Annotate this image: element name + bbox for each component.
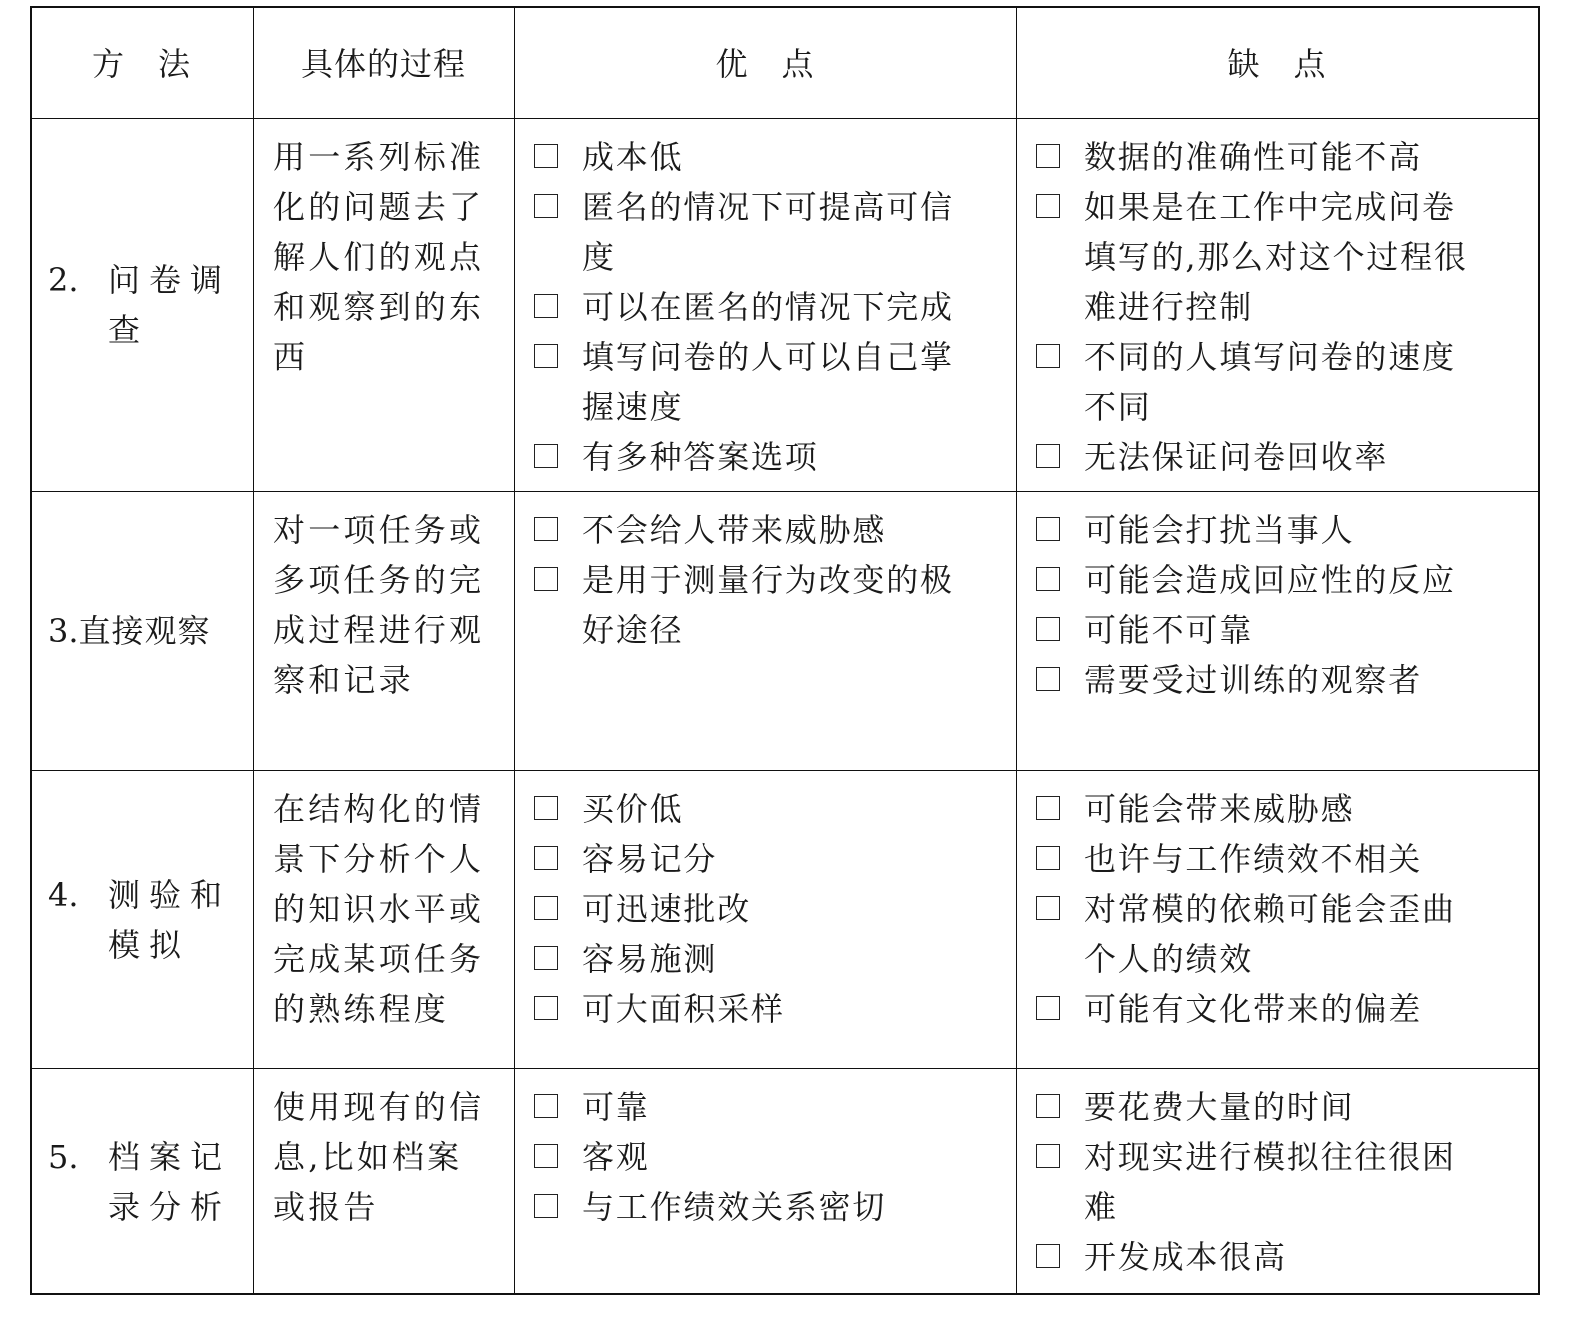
- process-line: 多项任务的完: [273, 561, 485, 599]
- header-process: 具体的过程: [300, 45, 466, 83]
- process-line: 解人们的观点: [273, 238, 485, 276]
- process-line: 对一项任务或: [273, 511, 485, 549]
- con-item-text: 难: [1084, 1188, 1118, 1226]
- process-line: 完成某项任务: [273, 940, 485, 978]
- pro-item-text: 容易施测: [582, 940, 718, 978]
- con-item-text: 难进行控制: [1084, 288, 1254, 326]
- checkbox-square-icon: [534, 444, 558, 468]
- con-item-text: 也许与工作绩效不相关: [1084, 840, 1423, 878]
- methods-table: [30, 6, 1538, 1293]
- process-line: 化的问题去了: [273, 188, 485, 226]
- pro-item-text: 成本低: [582, 138, 684, 176]
- con-item-text: 对现实进行模拟往往很困: [1084, 1138, 1456, 1176]
- con-item-text: 不同: [1084, 388, 1152, 426]
- checkbox-square-icon: [1036, 617, 1060, 641]
- pro-item-text: 买价低: [582, 790, 684, 828]
- column-divider: [1016, 6, 1017, 1293]
- process-cell: [273, 505, 484, 705]
- con-item-text: 可能会打扰当事人: [1084, 511, 1355, 549]
- process-line: 察和记录: [273, 661, 414, 699]
- con-item-text: 对常模的依赖可能会歪曲: [1084, 890, 1456, 928]
- con-item-text: 可能有文化带来的偏差: [1084, 990, 1423, 1028]
- pro-item-text: 是用于测量行为改变的极: [582, 561, 954, 599]
- method-number: 4.: [48, 876, 79, 914]
- checkbox-square-icon: [534, 294, 558, 318]
- checkbox-square-icon: [534, 796, 558, 820]
- method-name-line: 问卷调: [108, 261, 232, 299]
- process-line: 息,比如档案: [273, 1138, 463, 1176]
- con-item-text: 可能会造成回应性的反应: [1084, 561, 1456, 599]
- pro-item-text: 与工作绩效关系密切: [582, 1188, 887, 1226]
- con-item-text: 可能不可靠: [1084, 611, 1254, 649]
- process-cell: [273, 132, 484, 382]
- con-item-text: 数据的准确性可能不高: [1084, 138, 1423, 176]
- checkbox-square-icon: [1036, 1094, 1060, 1118]
- process-line: 和观察到的东: [273, 288, 485, 326]
- checkbox-square-icon: [534, 1144, 558, 1168]
- process-cell: [273, 784, 484, 1034]
- process-line: 在结构化的情: [273, 790, 485, 828]
- process-line: 用一系列标准: [273, 138, 485, 176]
- checkbox-square-icon: [1036, 796, 1060, 820]
- pro-item-text: 有多种答案选项: [582, 438, 819, 476]
- process-line: 西: [273, 338, 309, 376]
- con-item-text: 需要受过训练的观察者: [1084, 661, 1423, 699]
- checkbox-square-icon: [534, 996, 558, 1020]
- process-line: 或报告: [273, 1188, 379, 1226]
- method-name-line: 测验和: [108, 876, 232, 914]
- con-item-text: 要花费大量的时间: [1084, 1088, 1355, 1126]
- pro-item-text: 容易记分: [582, 840, 718, 878]
- process-line: 的熟练程度: [273, 990, 450, 1028]
- header-cons: 缺 点: [1227, 45, 1327, 83]
- pro-item-text: 握速度: [582, 388, 684, 426]
- checkbox-square-icon: [1036, 1144, 1060, 1168]
- checkbox-square-icon: [534, 517, 558, 541]
- checkbox-square-icon: [1036, 667, 1060, 691]
- checkbox-square-icon: [534, 567, 558, 591]
- row-divider: [30, 1068, 1538, 1069]
- con-item-text: 不同的人填写问卷的速度: [1084, 338, 1456, 376]
- process-line: 景下分析个人: [273, 840, 485, 878]
- process-line: 使用现有的信: [273, 1088, 485, 1126]
- checkbox-square-icon: [1036, 996, 1060, 1020]
- checkbox-square-icon: [1036, 344, 1060, 368]
- checkbox-square-icon: [534, 194, 558, 218]
- method-name-line: 档案记: [108, 1138, 232, 1176]
- checkbox-square-icon: [534, 896, 558, 920]
- pro-item-text: 不会给人带来威胁感: [582, 511, 887, 549]
- pro-item-text: 可以在匿名的情况下完成: [582, 288, 954, 326]
- method-cell: [48, 606, 211, 656]
- checkbox-square-icon: [534, 1094, 558, 1118]
- method-number: 2.: [48, 261, 79, 299]
- row-divider: [30, 118, 1538, 119]
- checkbox-square-icon: [1036, 846, 1060, 870]
- method-name-line: 录分析: [108, 1188, 232, 1226]
- pro-item-text: 可大面积采样: [582, 990, 785, 1028]
- method-number: 5.: [48, 1138, 79, 1176]
- pro-item-text: 填写问卷的人可以自己掌: [582, 338, 954, 376]
- con-item-text: 个人的绩效: [1084, 940, 1254, 978]
- column-divider: [253, 6, 254, 1293]
- checkbox-square-icon: [1036, 194, 1060, 218]
- process-line: 成过程进行观: [273, 611, 485, 649]
- column-divider: [514, 6, 515, 1293]
- con-item-text: 填写的,那么对这个过程很: [1084, 238, 1468, 276]
- header-pros: 优 点: [715, 45, 815, 83]
- con-item-text: 无法保证问卷回收率: [1084, 438, 1389, 476]
- checkbox-square-icon: [1036, 517, 1060, 541]
- checkbox-square-icon: [534, 344, 558, 368]
- method-name: 直接观察: [78, 612, 211, 650]
- pro-item-text: 好途径: [582, 611, 684, 649]
- method-name-line: 模拟: [108, 926, 191, 964]
- checkbox-square-icon: [534, 846, 558, 870]
- con-item-text: 如果是在工作中完成问卷: [1084, 188, 1456, 226]
- header-method: 方 法: [91, 45, 191, 83]
- pro-item-text: 匿名的情况下可提高可信: [582, 188, 954, 226]
- checkbox-square-icon: [1036, 444, 1060, 468]
- checkbox-square-icon: [534, 946, 558, 970]
- checkbox-square-icon: [1036, 144, 1060, 168]
- pro-item-text: 可靠: [582, 1088, 650, 1126]
- pro-item-text: 客观: [582, 1138, 650, 1176]
- con-item-text: 开发成本很高: [1084, 1238, 1287, 1276]
- checkbox-square-icon: [534, 1194, 558, 1218]
- checkbox-square-icon: [1036, 896, 1060, 920]
- pro-item-text: 度: [582, 238, 616, 276]
- con-item-text: 可能会带来威胁感: [1084, 790, 1355, 828]
- checkbox-square-icon: [1036, 567, 1060, 591]
- process-line: 的知识水平或: [273, 890, 485, 928]
- checkbox-square-icon: [534, 144, 558, 168]
- checkbox-square-icon: [1036, 1244, 1060, 1268]
- row-divider: [30, 770, 1538, 771]
- process-cell: [273, 1082, 484, 1232]
- row-divider: [30, 491, 1538, 492]
- pro-item-text: 可迅速批改: [582, 890, 752, 928]
- method-name-line: 查: [108, 311, 150, 349]
- method-number: 3.: [48, 612, 79, 650]
